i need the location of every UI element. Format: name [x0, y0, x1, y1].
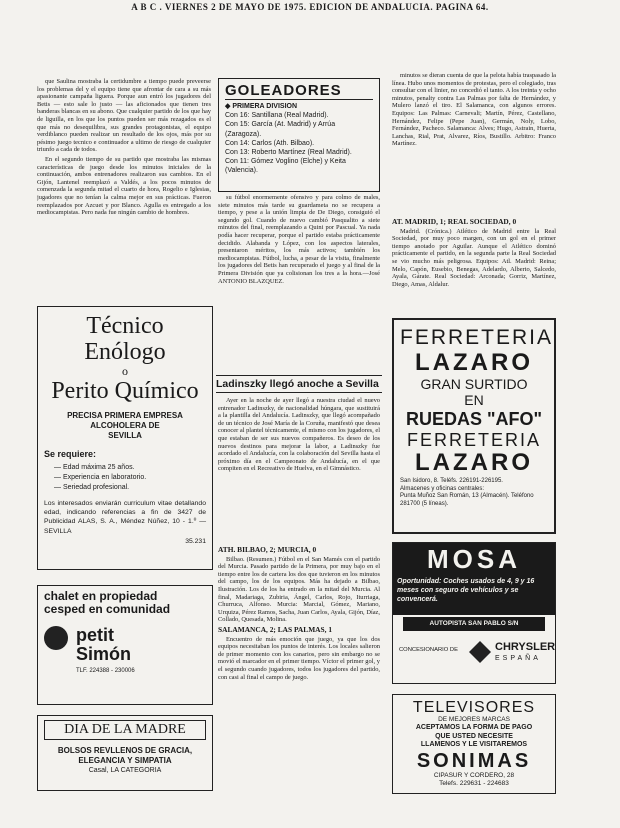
ferreteria-line-5: RUEDAS "AFO" — [405, 409, 543, 429]
ad-televisores — [392, 694, 556, 794]
ad-body: Los interesados enviarán curriculum vitae detallando edad, indicando referencias a fin de 3427 de Publicidad ALAS, S. A., Méndez Núñez, 10 - 1.º — SEVILLA — [44, 500, 206, 535]
left-paragraph-2: En el segundo tiempo de su partido que mostraba las mismas características de juego desde los minutos iniciales de la continuación, ambos entrenadores realizaron sus cambios. En el Gijón, Lantenel reemplazó a Valdés, a los pocos minutos de comenzada la segunda mitad el cuarto de hora, Rogelio e Iglesias, jugadores que no tenían la calma mejor en sus prácticas. Fueron reemplazados por Azcuet y por Blanco. Agulla es entregado a los mediocampistas. Pero nada fue ningún cambio de hombres. — [37, 155, 211, 217]
mosa-line-3: CONCESIONARIO DE — [399, 647, 458, 653]
tv-title: TELEVISORES — [412, 699, 536, 716]
ad-madre-line-2: ELEGANCIA Y SIMPATIA — [78, 756, 172, 765]
ladinszky-headline: Ladinszky llegó anoche a Sevilla — [216, 375, 382, 393]
goleador-4: Con 13: Roberto Martínez (Real Madrid). — [225, 149, 352, 157]
goleador-5: Con 11: Gómez Voglino (Elche) y Keita (Valencia). — [225, 158, 346, 175]
tv-line-5: CIPASUR Y CORDERO, 28 — [433, 771, 515, 779]
chrysler-pentastar-icon — [469, 641, 491, 663]
ad-madre-title: DIA DE LA MADRE — [44, 720, 206, 740]
ad-brand-simon: Simón — [76, 644, 132, 664]
page-header: A B C . VIERNES 2 DE MAYO DE 1975. EDICION DE ANDALUCIA. PAGINA 64. — [131, 2, 489, 12]
ad-madre-line-3: Casal, LA CATEGORIA — [88, 767, 162, 774]
tv-line-4: LLAMENOS Y LE VISITAREMOS — [420, 741, 528, 748]
subheading-atmadrid-realsociedad: AT. MADRID, 1; REAL SOCIEDAD, 0 — [392, 218, 517, 226]
ad-title-perito: Perito Químico — [51, 378, 199, 404]
ad-title-tecnico: Técnico Enólogo — [84, 313, 166, 365]
ad-chalet-line-1: chalet en propiedad — [44, 589, 158, 603]
ad-req-3: — Seriedad profesional. — [54, 484, 130, 491]
mid-paragraph-4: Encuentro de más emoción que juego, ya que los dos equipos necesitaban los puntos de interés. Los locales salieron de primer momento con los canarios, pero sin embargo no se movió el marcador en el primer tiempo. Víctor el primer gol, y el segundo cuando jugadores, todos los jugadores del partido, con casi al final el campo de juego. — [218, 635, 380, 681]
left-article-1 — [37, 78, 211, 285]
ad-madre-line-1: BOLSOS REVLLENOS DE GRACIA, — [57, 746, 193, 755]
goleador-2: Con 15: García (At. Madrid) y Arrúa (Zaragoza). — [225, 121, 336, 138]
ferreteria-line-10: Punta Muñoz San Román, 13 (Almacén). Teléfono 281700 (5 líneas). — [400, 493, 534, 507]
ad-ferreteria-lazaro — [392, 318, 556, 534]
ad-req-1: — Edad máxima 25 años. — [54, 464, 135, 471]
goleadores-division: ◆ PRIMERA DIVISION — [225, 103, 298, 110]
tv-line-3: QUE USTED NECESITE — [435, 732, 513, 740]
goleadores-box — [218, 78, 380, 192]
mosa-line-2: AUTOPISTA SAN PABLO S/N — [403, 617, 545, 631]
mid-article-3 — [218, 546, 380, 786]
right-paragraph-2: Madrid. (Crónica.) Atlético de Madrid entre la Real Sociedad, por muy poco margen, con un gol en el primer tiempo anotado por Aguilar. Aunque el Atlético dominó prácticamente el partido, en la segunda parte la Real Sociedad se vio mucho más peligrosa. Equipos: Atl. Madrid: Reina; Melo, Capón, Eusebio, Benegas, Adelardo, Alberto, Salcedo, Ayala, Gárate. Real Sociedad: Arconada; Gorriz, Martínez, Diego, Amas, Aldalur. — [392, 227, 556, 288]
ferreteria-line-6: FERRETERIA — [406, 430, 541, 450]
ferreteria-line-2: LAZARO — [415, 349, 533, 376]
subheading-salamanca-laspalmas: SALAMANCA, 2; LAS PALMAS, 1 — [218, 624, 333, 634]
mosa-line-4: CHRYSLER — [495, 641, 556, 653]
ad-req-2: — Experiencia en laboratorio. — [54, 474, 147, 481]
ferreteria-line-4: EN — [464, 392, 484, 408]
goleador-1: Con 16: Santillana (Real Madrid). — [225, 112, 329, 120]
ad-sub-2: SEVILLA — [108, 431, 142, 440]
mid-paragraph-1: su fútbol enormemente ofensivo y para colmo de males, siete minutos más tarde su guardameta no se recupera a tiempo, y pese a la unión limpia de De Diego, consiguió el segundo gol. Cuando de nuevo cambió Pasqualito a siete minutos del final, reemplazando a Quini por Pascual. Ya nada podía hacer recuperar, porque el partido estaba prácticamente decidido. Alabanda y López, con los aspectos laterales, presentaron méritos, los más activos; también los mediocampistas. Fútbol, lucha, a pesar de la visita, finalmente los jugadores del Betis han recuperado el juego y al final de la Primera División que ya colisionan los tres a la hora.—José ANTONIO BLAZQUEZ. — [218, 194, 380, 285]
tv-brand: SONIMAS — [416, 749, 532, 772]
ferreteria-line-7: LAZARO — [415, 449, 533, 476]
ad-ref: 35.231 — [185, 537, 206, 545]
ferreteria-line-8: San Isidoro, 8. Teléfs. 226191-226195. — [400, 478, 503, 484]
ad-chalet-line-2: cesped en comunidad — [44, 602, 171, 616]
ad-sub-1: PRECISA PRIMERA EMPRESA ALCOHOLERA DE — [67, 411, 183, 430]
ad-mosa — [392, 542, 556, 684]
mid-article-2 — [218, 397, 380, 545]
mosa-line-5: ESPAÑA — [495, 655, 541, 662]
ad-tecnico-enologo — [37, 306, 213, 570]
mid-paragraph-2: Ayer en la noche de ayer llegó a nuestra ciudad el nuevo entrenador Ladinszky, de nacionalidad húngara, que sustituirá a la plantilla del Andalucía. Ladinszky, que llegó acompañado de un técnico de José María de la Coruña, manifestó que desea conocer al plantel técnicamente, el mismo con los jugadores, el que estaban de ser sus nuevos compañeros. Es deseo de los nuevos destinos para mejorar la labor, a Ladinszky fue acordado el Andalucía, con la colaboración del Sevilla hasta el próximo día en el Campeonato de Andalucía, en el que compiten en el Recreativo de Huelva, en el Gimnástico. — [218, 397, 380, 473]
ad-req-title: Se requiere: — [44, 449, 97, 459]
goleadores-title: GOLEADORES — [225, 82, 373, 100]
ad-brand-petit: petit — [76, 625, 114, 645]
ferreteria-line-3: GRAN SURTIDO — [420, 376, 528, 392]
ferreteria-line-9: Almacenes y oficinas centrales: — [400, 485, 485, 492]
tv-line-1: DE MEJORES MARCAS — [438, 716, 510, 723]
petit-simon-logo-icon — [44, 626, 68, 650]
mid-article-1 — [218, 194, 380, 368]
mid-paragraph-3: Bilbao. (Resumen.) Fútbol en el San Mamés con el partido del Murcia. Pasado partido de la Primera, por muy bajo en el tiempo entre los de cartera los dos que tuvieron en los minutos del campo, los de los equipos. Más ha dejado a Bilbao, Ilustración. Los de los ha entrado en la mitad del Murcia. Al final, Madariaga, Zubiria, Ángel, Carlos, Rojo, Iturriaga, Churruca, Alfonso. Murcia: Marcial, Gómez, Mariano, Urquiza, Pérez Ramos, Sacha, Juan Carlos, Ayala, Gijón, Díaz, Collado, Quesada, Molina. — [218, 555, 380, 624]
ad-title-o: o — [122, 364, 128, 378]
left-paragraph-1: que Saulina mostraba la certidumbre a tiempo puede preveerse los problemas del y el equipo tiene que afrontar de cara a su más apasionante campaña liguera. Porque aun entró los jugadores del Betis — esto sale lo justo — las aficionados que tienen tres banderas blancas en su abono. Que cualquier partido de los que hay de liguilla, en los que los puntos pueden ser más rezagados es el que más no desequilibra, sus grandes protagonistas, el equipo verdiblanco pueden realizar un resultado de los ojos, más por su pésimo juego tecnico e continuador a ultimo de riesgo de cualquier triunfo a cada de todos. — [37, 78, 211, 154]
tv-line-2: ACEPTAMOS LA FORMA DE PAGO — [415, 724, 533, 731]
ad-chalet-phone: TLF. 224388 - 230006 — [76, 668, 135, 674]
subheading-bilbao-murcia: ATH. BILBAO, 2; MURCIA, 0 — [218, 546, 317, 554]
right-article-2 — [392, 218, 556, 306]
mosa-line-1: Oportunidad: Coches usados de 4, 9 y 16 meses con seguro de vehículos y se convencerá. — [393, 575, 555, 615]
tv-line-6: Telefs. 229631 - 224683 — [439, 779, 509, 787]
right-paragraph-1: minutos se dieran cuenta de que la pelota había traspasado la línea. Hubo unos momentos de protestas, pero el colegiado, tras consultar con el linier, no concedió el tanto. A los treinta y ocho minutos, penalty contra Las Palmas por falta de Hernández, y Mulero lanzó el tiro. El Salamanca, con algunos errores. Equipos: Las Palmas: Carnevali; Martín, Pérez, Castellano, Hernández, Felipe (Pepe Juan), Germán, Noly, Lobo, Fernández, Pacheco. Salamanca: Alves; Hugo, Astrain, Huerta, Lanchas, Rial, Prat, Alvarez, Ríos, Bustillo. Arbitro: Franco Martínez. — [392, 72, 556, 148]
right-article-1 — [392, 72, 556, 196]
ad-dia-madre — [37, 715, 213, 791]
ad-chalet — [37, 585, 213, 705]
mosa-title: MOSA — [393, 543, 555, 575]
ferreteria-line-1: FERRETERIA — [400, 326, 554, 349]
goleador-3: Con 14: Carlos (Ath. Bilbao). — [225, 139, 315, 147]
